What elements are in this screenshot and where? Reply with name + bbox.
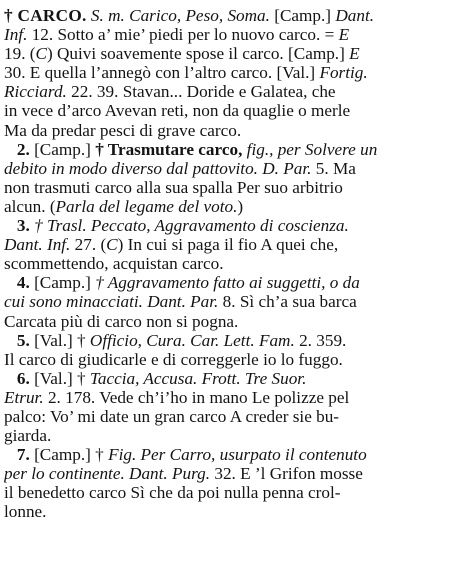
entry-line	[4, 44, 467, 63]
entry-text: [Camp.]	[34, 139, 96, 159]
entry-text: Ma da predar pesci di grave carco.	[4, 120, 242, 140]
entry-text: Parla del legame del voto.	[55, 196, 238, 216]
entry-line	[4, 101, 467, 120]
entry-line	[4, 388, 467, 407]
entry-text: alcun. (	[4, 196, 56, 216]
entry-text: C	[106, 235, 118, 255]
entry-line	[4, 254, 467, 273]
entry-line	[4, 350, 467, 369]
entry-text: Fig. Per Carro, usurpato il contenuto	[108, 445, 367, 465]
entry-text: [Val.] †	[34, 330, 90, 350]
entry-line	[4, 445, 467, 464]
entry-text: 12. Sotto a’ mie’ piedi per lo nuovo carco. =	[27, 25, 339, 45]
entry-text: Dant. Inf.	[4, 235, 71, 255]
entry-text: 30. E quella l’annegò con l’altro carco. [Val.]	[4, 63, 320, 83]
entry-line	[4, 140, 467, 159]
entry-text: 5.	[4, 330, 35, 350]
dictionary-entry	[4, 140, 467, 216]
entry-text: palco: Vo’ mi date un gran carco A creder sie bu-	[4, 406, 340, 426]
dictionary-entry	[4, 445, 467, 521]
entry-text: 19. (	[4, 44, 36, 64]
entry-line	[4, 273, 467, 292]
entry-text: in vece d’arco Avevan reti, non da quaglie o merle	[4, 101, 351, 121]
entry-text: Etrur.	[4, 387, 44, 407]
entry-text: cui sono minacciati. Dant. Par.	[4, 292, 219, 312]
entry-text: 2.	[4, 139, 35, 159]
entry-line	[4, 502, 467, 521]
entry-line	[4, 483, 467, 502]
entry-text: [Camp.]	[269, 6, 336, 25]
entry-text: fig., per Solvere un	[242, 139, 378, 159]
entry-text: 5. Ma	[311, 158, 356, 178]
entry-text: per lo continente. Dant. Purg.	[4, 464, 211, 484]
entry-text: 6.	[4, 368, 35, 388]
entry-text: [Val.] †	[34, 368, 90, 388]
entry-text: Inf.	[4, 25, 28, 45]
entry-text: scommettendo, acquistan carco.	[4, 254, 224, 274]
entry-line	[4, 197, 467, 216]
entry-text: giarda.	[4, 426, 52, 446]
entry-text: 22. 39. Stavan... Doride e Galatea, che	[66, 82, 336, 102]
entry-text: Carcata più di carco non si pogna.	[4, 311, 239, 331]
entry-text: Fortig.	[319, 63, 368, 83]
entry-line	[4, 25, 467, 44]
entry-line	[4, 63, 467, 82]
entry-line	[4, 407, 467, 426]
entry-text: 7.	[4, 445, 35, 465]
entry-line	[4, 331, 467, 350]
entry-line	[4, 82, 467, 101]
entry-text: 2. 359.	[294, 330, 347, 350]
entry-text: 4.	[4, 273, 35, 293]
entry-text: ) In cui si paga il fio A quei che,	[117, 235, 339, 255]
entry-line	[4, 426, 467, 445]
dictionary-entry	[4, 331, 467, 369]
dictionary-entry	[4, 273, 467, 330]
entry-text: 8. Sì ch’a sua barca	[218, 292, 357, 312]
entry-text: † Trasmutare carco,	[95, 139, 243, 159]
entry-line	[4, 235, 467, 254]
entry-line	[4, 292, 467, 311]
entry-text: lonne.	[4, 502, 47, 522]
entry-text: S. m. Carico, Peso, Soma.	[86, 6, 270, 25]
entry-text: il benedetto carco Sì che da poi nulla penna crol-	[4, 483, 341, 503]
entry-text: E	[349, 44, 360, 64]
entry-text: E	[338, 25, 350, 45]
entry-text: † Aggravamento fatto ai suggetti, o da	[95, 273, 360, 293]
entry-line	[4, 216, 467, 235]
entry-line	[4, 178, 467, 197]
entry-text: Dant.	[335, 6, 375, 25]
entry-text: ) Quivi soavemente spose il carco. [Camp.]	[46, 44, 350, 64]
entry-text: non trasmuti carco alla sua spalla Per suo arbitrio	[4, 177, 343, 197]
entry-line	[4, 6, 467, 25]
entry-line	[4, 464, 467, 483]
entry-text: debito in modo diverso dal pattovito. D. Par.	[4, 158, 312, 178]
entry-text: 3.	[4, 216, 35, 236]
entry-text: Officio, Cura. Car. Lett. Fam.	[89, 330, 295, 350]
dictionary-entry	[4, 369, 467, 445]
entry-text: C	[35, 44, 47, 64]
dictionary-entry	[4, 6, 467, 140]
dictionary-entry	[4, 216, 467, 273]
entry-text: Ricciard.	[4, 82, 67, 102]
entry-line	[4, 369, 467, 388]
entry-line	[4, 312, 467, 331]
entry-text: Il carco di giudicarle e di correggerle io lo fuggo.	[4, 349, 343, 369]
entry-line	[4, 121, 467, 140]
entry-text: † Trasl. Peccato, Aggravamento di coscienza.	[34, 216, 349, 236]
entry-text: 32. E ’l Grifon mosse	[210, 464, 363, 484]
entry-text: [Camp.] †	[34, 445, 109, 465]
entry-text: [Camp.]	[34, 273, 96, 293]
entry-text: 27. (	[70, 235, 107, 255]
entry-text: 2. 178. Vede ch’i’ho in mano Le polizze pel	[43, 387, 350, 407]
headword: † CARCO.	[4, 6, 87, 25]
entry-text: )	[237, 196, 244, 216]
entry-text: Taccia, Accusa. Frott. Tre Suor.	[89, 368, 307, 388]
entry-line	[4, 159, 467, 178]
